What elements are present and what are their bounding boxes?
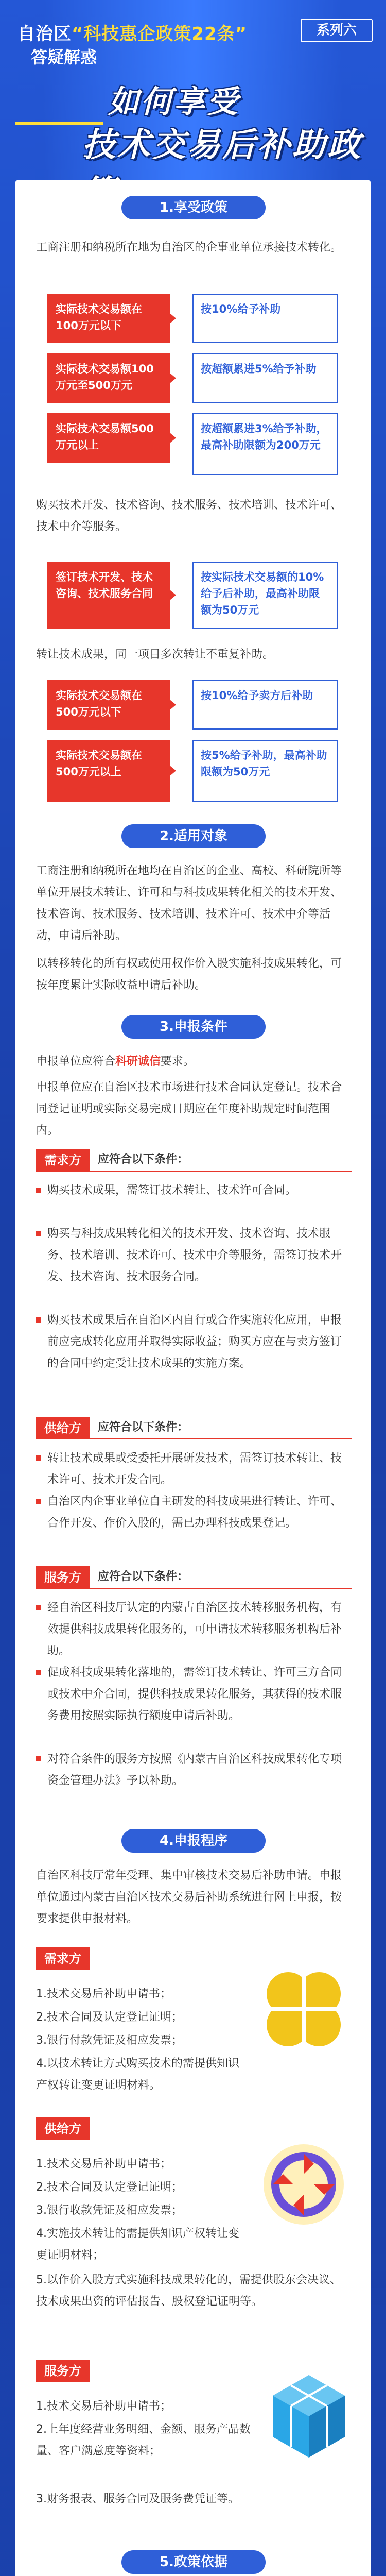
arrow-icon [170, 700, 176, 710]
s4-need-item-3: 3.银行付款凭证及相应发票； [36, 2034, 183, 2047]
s3-text1-highlight: 科研诚信 [115, 1055, 161, 1068]
header-line2: 答疑解惑 [31, 47, 97, 67]
s1-row-1-label: 实际技术交易额在100万元以下 [47, 294, 170, 343]
header-line1 [17, 20, 247, 45]
header [0, 9, 386, 71]
s4-supply-item-1: 1.技术交易后补助申请书； [36, 2158, 171, 2171]
s1-row-4-value: 按实际技术交易额的10%给予后补助，最高补助限额为50万元 [192, 562, 338, 629]
tag-demand: 需求方 [36, 1149, 90, 1172]
s4-service-item-3: 3.财务报表、服务合同及服务费凭证等。 [36, 2493, 239, 2505]
series-badge: 系列六 [301, 19, 373, 42]
cube-icon [262, 2370, 355, 2463]
main-title-line1: 如何享受 [108, 84, 240, 120]
s1-row-6-value: 按5%给予补助，最高补助限额为50万元 [192, 740, 338, 802]
arrow-icon [170, 313, 176, 324]
header-policy-name: “科技惠企政策22条” [72, 24, 248, 44]
s4-supply-item-3: 3.银行收款凭证及相应发票； [36, 2204, 183, 2217]
tag-service: 服务方 [36, 1566, 90, 1589]
s3-service-item-3: 对符合条件的服务方按照《内蒙古自治区科技成果转化专项资金管理办法》予以补助。 [47, 1753, 342, 1787]
arrow-icon [170, 590, 176, 600]
s3-service-item-2: 促成科技成果转化落地的，需签订技术转让、许可三方合同或技术中介合同，提供科技成果转化服务，其获得的技术服务费用按照实际执行额度申请后补助。 [47, 1666, 342, 1722]
s1-row-1-value: 按10%给予补助 [192, 294, 338, 343]
s3-supply-item-1: 转让技术成果或受委托开展研发技术，需签订技术转让、技术许可、技术开发合同。 [47, 1452, 342, 1486]
arrow-icon [170, 373, 176, 383]
main-title [82, 77, 386, 167]
bullet-icon [36, 1188, 41, 1193]
tag-supply: 供给方 [36, 1417, 90, 1439]
s3-text1-post: 要求。 [161, 1055, 195, 1068]
section-5-pill: 5.政策依据 [121, 2550, 266, 2574]
bullet-icon [36, 1317, 41, 1323]
s1-row-5-label: 实际技术交易额在500万元以下 [47, 680, 170, 730]
clover-icon [257, 1963, 350, 2056]
s3-need-item-2: 购买与科技成果转化相关的技术开发、技术咨询、技术服务、技术培训、技术许可、技术中介等服务，需签订技术开发、技术咨询、技术服务合同。 [47, 1227, 342, 1283]
bullet-icon [36, 1756, 41, 1761]
s4-supply-item-5: 5.以作价入股方式实施科技成果转化的，需提供股东会决议、技术成果出资的评估报告、股权登记证明等。 [36, 2274, 341, 2308]
bullet-icon [36, 1499, 41, 1504]
section-1-pill: 1.享受政策 [121, 196, 266, 219]
s3-text2: 申报单位应在自治区技术市场进行技术合同认定登记。技术合同登记证明或实际交易完成日期应在年度补助规定时间范围内。 [36, 1081, 342, 1137]
s3-need-head: 应符合以下条件： [98, 1153, 189, 1166]
arrow-icon [170, 433, 176, 443]
s4-supply-item-4: 4.实施技术转让的需提供知识产权转让变更证明材料； [36, 2227, 239, 2262]
s2-text: 工商注册和纳税所在地均在自治区的企业、高校、科研院所等单位开展技术转让、许可和与科技成果转化相关的技术开发、技术咨询、技术服务、技术培训、技术许可、技术中介等活动，申请后补助。 [36, 865, 342, 942]
arrow-icon [170, 766, 176, 776]
tag-supply-2: 供给方 [36, 2117, 90, 2140]
s1-row-2-value: 按超额累进5%给予补助 [192, 353, 338, 403]
s3-text1-pre: 申报单位应符合 [36, 1055, 116, 1068]
s4-intro: 自治区科技厅常年受理、集中审核技术交易后补助申请。申报单位通过内蒙古自治区技术交易后补助系统进行网上申报，按要求提供申报材料。 [36, 1869, 342, 1925]
s4-service-item-2: 2.上年度经营业务明细、金额、服务产品数量、客户满意度等资料； [36, 2423, 251, 2458]
s3-text1 [36, 1051, 352, 1073]
tag-demand-2: 需求方 [36, 1947, 90, 1970]
s4-need-item-4: 4.以技术转让方式购买技术的需提供知识产权转让变更证明材料。 [36, 2057, 239, 2092]
section-4-pill: 4.申报程序 [121, 1829, 266, 1853]
s3-supply-item-2: 自治区内企事业单位自主研发的科技成果进行转让、许可、合作开发、作价入股的，需已办理科技成果登记。 [47, 1495, 342, 1530]
content-card [15, 180, 371, 2576]
s1-row-5-value: 按10%给予卖方后补助 [192, 680, 338, 730]
s2-text2: 以转移转化的所有权或使用权作价入股实施科技成果转化，可按年度累计实际收益申请后补助。 [36, 957, 342, 992]
cycle-icon [257, 2138, 350, 2231]
s4-service-item-1: 1.技术交易后补助申请书； [36, 2400, 171, 2413]
bullet-icon [36, 1605, 41, 1610]
s4-need-item-2: 2.技术合同及认定登记证明； [36, 2011, 183, 2024]
s1-row-2-label: 实际技术交易额100万元至500万元 [47, 353, 170, 403]
s3-need-item-1: 购买技术成果，需签订技术转让、技术许可合同。 [47, 1184, 297, 1197]
header-region: 自治区 [17, 24, 72, 44]
s3-need-item-3: 购买技术成果后在自治区内自行或合作实施转化应用，申报前应完成转化应用并取得实际收益；购买方应在与卖方签订的合同中约定受让技术成果的实施方案。 [47, 1314, 342, 1370]
s1-mid2: 转让技术成果，同一项目多次转让不重复补助。 [36, 648, 274, 661]
section-2-pill: 2.适用对象 [121, 824, 266, 848]
s3-supply-head: 应符合以下条件： [98, 1421, 189, 1434]
divider [36, 1171, 352, 1172]
s3-service-item-1: 经自治区科技厅认定的内蒙古自治区技术转移服务机构，有效提供科技成果转化服务的，可申请技术转移服务机构后补助。 [47, 1601, 342, 1657]
bullet-icon [36, 1231, 41, 1236]
s1-mid: 购买技术开发、技术咨询、技术服务、技术培训、技术许可、技术中介等服务。 [36, 499, 342, 533]
divider [36, 1438, 352, 1439]
divider [36, 1588, 352, 1589]
main-title-line2: 技术交易后补助政 [82, 126, 362, 164]
section-3-pill: 3.申报条件 [121, 1015, 266, 1039]
s4-supply-item-2: 2.技术合同及认定登记证明； [36, 2181, 183, 2194]
s3-service-head: 应符合以下条件： [98, 1570, 189, 1583]
s1-row-3-label: 实际技术交易额500万元以上 [47, 413, 170, 463]
bullet-icon [36, 1455, 41, 1461]
s1-row-3-value: 按超额累进3%给予补助，最高补助限额为200万元 [192, 413, 338, 475]
s1-row-6-label: 实际技术交易额在500万元以上 [47, 740, 170, 802]
s1-intro: 工商注册和纳税所在地为自治区的企事业单位承接技术转化。 [36, 241, 342, 254]
s1-row-4-label: 签订技术开发、技术咨询、技术服务合同 [47, 562, 170, 629]
s4-need-item-1: 1.技术交易后补助申请书； [36, 1988, 171, 2001]
tag-service-2: 服务方 [36, 2360, 90, 2382]
bullet-icon [36, 1670, 41, 1675]
